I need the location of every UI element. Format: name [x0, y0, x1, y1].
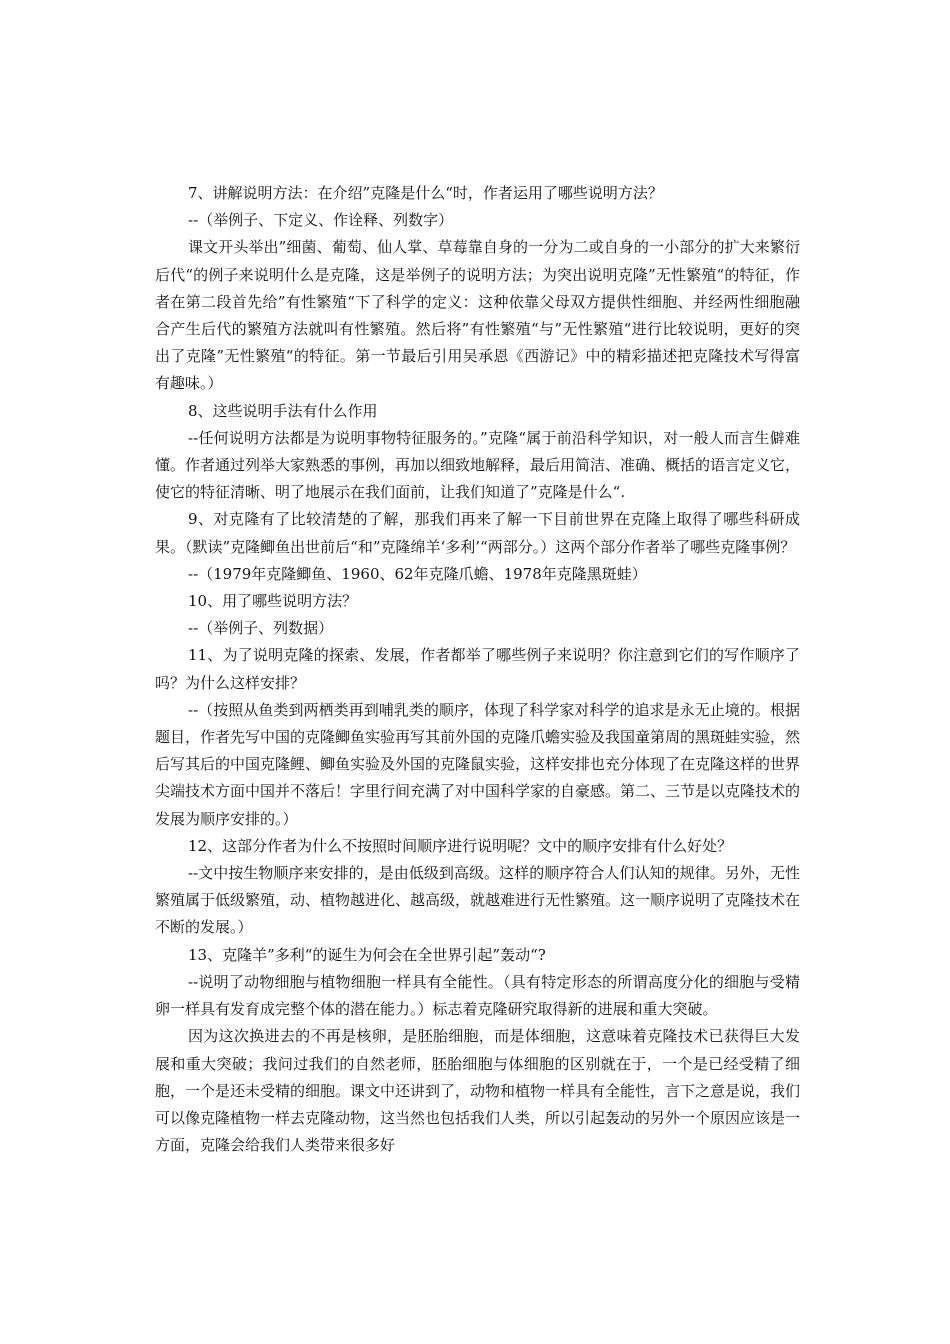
paragraph-a13-detail: 因为这次换进去的不再是核卵，是胚胎细胞，而是体细胞，这意味着克隆技术已获得巨大发展和重大突破；我问过我们的自然老师，胚胎细胞与体细胞的区别就在于，一个是已经受精了细胞，一个是还未受精的细胞。课文中还讲到了，动物和植物一样具有全能性，言下之意是说，我们可以像克隆植物一样去克隆动物，这当然也包括我们人类，所以引起轰动的另外一个原因应该是一方面，克隆会给我们人类带来很多好 [155, 1027, 801, 1155]
paragraph-a10: --（举例子、列数据） [188, 619, 334, 638]
paragraph-a7: --（举例子、下定义、作诠释、列数字） [188, 211, 454, 230]
paragraph-a13: --说明了动物细胞与植物细胞一样具有全能性。（具有特定形态的所谓高度分化的细胞与受精卵一样具有发育成完整个体的潜在能力。）标志着克隆研究取得新的进展和重大突破。 [155, 972, 800, 1019]
paragraph-a7-detail: 课文开头举出”细菌、葡萄、仙人掌、草莓靠自身的一分为二或自身的一小部分的扩大来繁衍后代“的例子来说明什么是克隆，这是举例子的说明方法；为突出说明克隆”无性繁殖“的特征，作者在第二段首先给”有性繁殖“下了科学的定义：这种依靠父母双方提供性细胞、并经两性细胞融合产生后代的繁殖方法就叫有性繁殖。然后将”有性繁殖“与”无性繁殖“进行比较说明，更好的突出了克隆”无性繁殖“的特征。第一节最后引用吴承恩《西游记》中的精彩描述把克隆技术写得富有趣味。） [155, 238, 800, 393]
paragraph-q12: 12、这部分作者为什么不按照时间顺序进行说明呢？文中的顺序安排有什么好处？ [188, 836, 733, 855]
paragraph-a9: --（1979年克隆鲫鱼、1960、62年克隆爪蟾、1978年克隆黑斑蛙） [188, 564, 647, 583]
paragraph-q7: 7、讲解说明方法：在介绍”克隆是什么“时，作者运用了哪些说明方法？ [188, 184, 663, 202]
paragraph-q9: 9、对克隆有了比较清楚的了解，那我们再来了解一下目前世界在克隆上取得了哪些科研成果。（默读”克隆鲫鱼出世前后“和”克隆绵羊‘多利’“两部分。）这两个部分作者举了哪些克隆事例？ [155, 510, 800, 556]
paragraph-a12: --文中按生物顺序来安排的，是由低级到高级。这样的顺序符合人们认知的规律。另外，无性繁殖属于低级繁殖，动、植物越进化、越高级，就越难进行无性繁殖。这一顺序说明了克隆技术在不断的发展。） [155, 864, 801, 937]
paragraph-q11: 11、为了说明克隆的探索、发展，作者都举了哪些例子来说明？你注意到它们的写作顺序了吗？为什么这样安排？ [155, 646, 800, 692]
paragraph-a11: --（按照从鱼类到两栖类再到哺乳类的顺序，体现了科学家对科学的追求是永无止境的。根据题目，作者先写中国的克隆鲫鱼实验再写其前外国的克隆爪蟾实验及我国童第周的黑斑蛙实验，然后写其后的中国克隆鲤、鲫鱼实验及外国的克隆鼠实验，这样安排也充分体现了在克隆这样的世界尖端技术方面中国并不落后！字里行间充满了对中国科学家的自豪感。第二、三节是以克隆技术的发展为顺序安排的。） [155, 700, 801, 828]
paragraph-q13: 13、克隆羊”多利“的诞生为何会在全世界引起”轰动“? [188, 945, 546, 964]
paragraph-q8: 8、这些说明手法有什么作用 [188, 401, 378, 420]
paragraph-a8: --任何说明方法都是为说明事物特征服务的。”克隆“属于前沿科学知识，对一般人而言生僻难懂。作者通过列举大家熟悉的事例，再加以细致地解释，最后用简洁、准确、概括的语言定义它，使它的特征清晰、明了地展示在我们面前，让我们知道了”克隆是什么“. [155, 428, 801, 502]
paragraph-q10: 10、用了哪些说明方法？ [188, 592, 358, 611]
document-page [155, 180, 800, 1159]
